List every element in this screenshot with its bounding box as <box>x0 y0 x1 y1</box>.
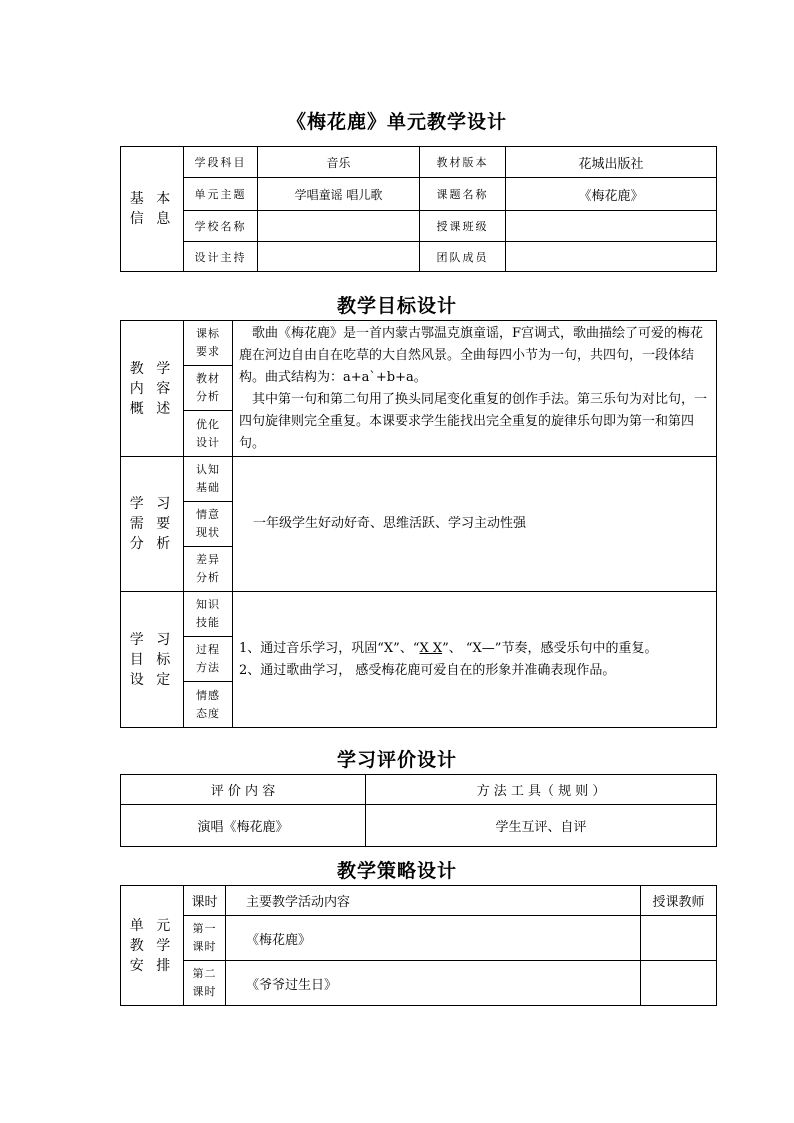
team-value <box>506 242 717 272</box>
sublabel-process: 过程 方法 <box>184 637 233 682</box>
lesson-title-label: 课题名称 <box>420 178 506 211</box>
team-label: 团队成员 <box>420 242 506 272</box>
lesson-title-value: 《梅花鹿》 <box>506 178 717 211</box>
strategy-col-period: 课时 <box>184 886 226 916</box>
eval-content-value: 演唱《梅花鹿》 <box>121 805 366 847</box>
eval-method-value: 学生互评、自评 <box>366 805 717 847</box>
strategy-table <box>120 885 717 1006</box>
needs-text: 一年级学生好动好奇、思维活跃、学习主动性强 <box>233 457 717 592</box>
period-2-label: 第二 课时 <box>184 961 226 1006</box>
sublabel-curriculum: 课标 要求 <box>184 321 233 366</box>
class-label: 授课班级 <box>420 211 506 242</box>
strategy-col-teacher: 授课教师 <box>641 886 717 916</box>
sublabel-affect: 情意 现状 <box>184 502 233 547</box>
strategy-heading: 教学策略设计 <box>336 860 457 882</box>
document-title: 《梅花鹿》单元教学设计 <box>286 111 507 133</box>
designer-label: 设计主持 <box>184 242 258 272</box>
period-1-teacher <box>641 916 717 961</box>
basic-info-table <box>120 146 717 272</box>
school-name-value <box>258 211 420 242</box>
sublabel-attitude: 情感 态度 <box>184 682 233 728</box>
sublabel-cognition: 认知 基础 <box>184 457 233 502</box>
textbook-label: 教材版本 <box>420 147 506 178</box>
unit-theme-value: 学唱童谣 唱儿歌 <box>258 178 420 211</box>
school-name-label: 学校名称 <box>184 211 258 242</box>
goals-heading: 教学目标设计 <box>336 295 457 317</box>
textbook-value: 花城出版社 <box>506 147 717 178</box>
targets-text: 1、通过音乐学习，巩固“X”、“X X”、 “X—”节奏，感受乐句中的重复。 2、通过歌曲学习， 感受梅花鹿可爱自在的形象并准确表现作品。 <box>233 592 717 728</box>
sublabel-optimize: 优化 设计 <box>184 411 233 457</box>
needs-group-label: 学 习 需 要 分 析 <box>121 457 184 592</box>
subject-label: 学段科目 <box>184 147 258 178</box>
sublabel-difference: 差异 分析 <box>184 547 233 592</box>
sublabel-textbook: 教材 分析 <box>184 366 233 411</box>
overview-group-label: 教 学 内 容 概 述 <box>121 321 184 457</box>
period-2-teacher <box>641 961 717 1006</box>
subject-value: 音乐 <box>258 147 420 178</box>
evaluation-table <box>120 774 717 847</box>
targets-group-label: 学 习 目 标 设 定 <box>121 592 184 728</box>
strategy-group-label: 单 元 教 学 安 排 <box>121 886 184 1006</box>
eval-heading: 学习评价设计 <box>336 749 457 771</box>
overview-text: 歌曲《梅花鹿》是一首内蒙古鄂温克旗童谣，F宫调式，歌曲描绘了可爱的梅花鹿在河边自由自在吃草的大自然风景。全曲每四小节为一句，共四句，一段体结构。曲式结构为：a+a`+b+a。 其中第一句和第二句用了换头同尾变化重复的创作手法。第三乐句为对比句，一四句旋律则完全重复。本课要求学生能找出完全重复的旋律乐句即为第一和第四句。 <box>233 321 717 457</box>
eval-col-content: 评 价 内 容 <box>121 775 366 805</box>
sublabel-knowledge: 知识 技能 <box>184 592 233 637</box>
period-2-content: 《爷爷过生日》 <box>226 961 641 1006</box>
eval-col-method: 方 法 工 具（ 规 则 ） <box>366 775 717 805</box>
strategy-col-content: 主要教学活动内容 <box>226 886 641 916</box>
period-1-label: 第一 课时 <box>184 916 226 961</box>
basic-info-group-label: 基 本 信 息 <box>121 147 184 272</box>
unit-theme-label: 单元主题 <box>184 178 258 211</box>
designer-value <box>258 242 420 272</box>
goals-table <box>120 320 717 728</box>
class-value <box>506 211 717 242</box>
period-1-content: 《梅花鹿》 <box>226 916 641 961</box>
